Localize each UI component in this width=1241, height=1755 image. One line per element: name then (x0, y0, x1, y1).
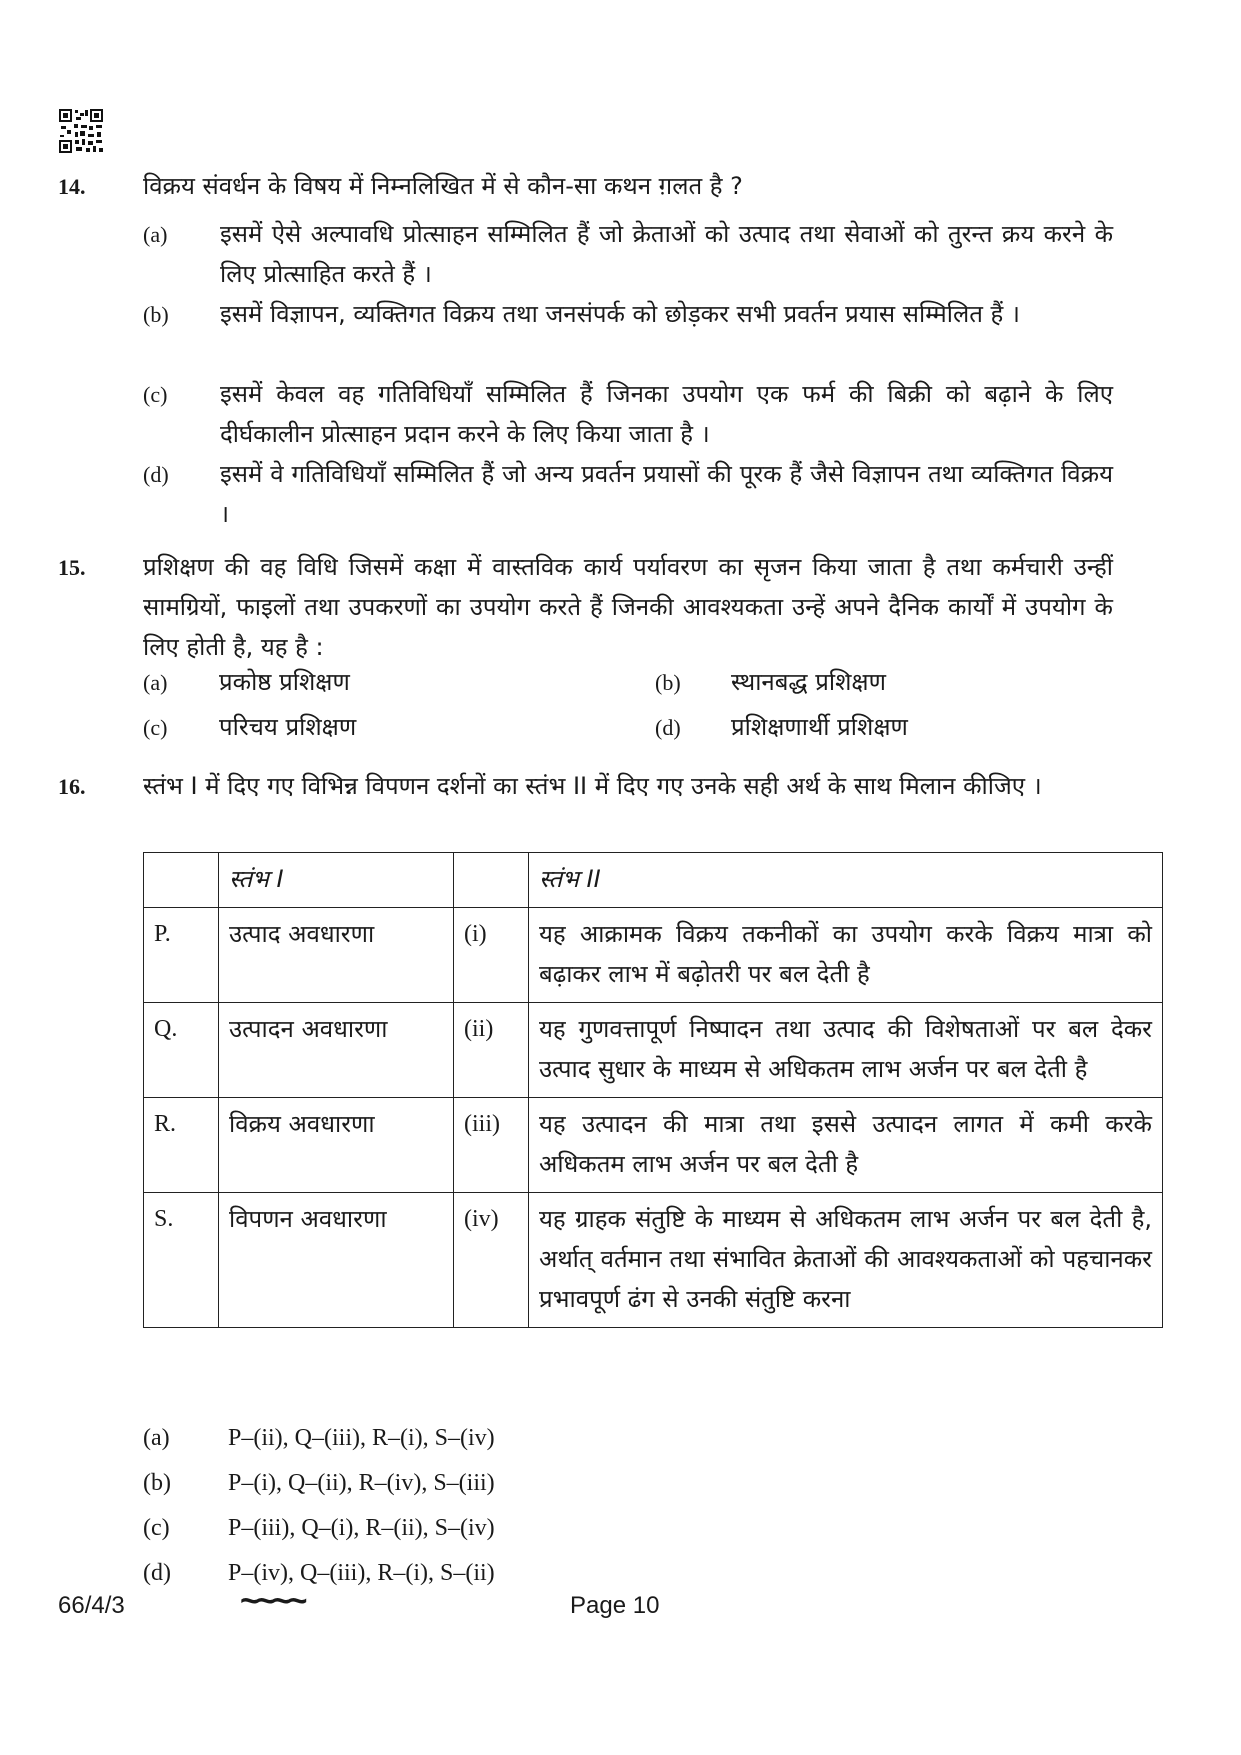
row-number: (iii) (454, 1098, 529, 1193)
question-15-number: 15. (58, 555, 86, 580)
q15-option-c-text: परिचय प्रशिक्षण (219, 713, 357, 741)
q15-option-b-text: स्थानबद्ध प्रशिक्षण (731, 668, 886, 696)
q16-answer-b (143, 1470, 495, 1497)
q15-option-c-label: (c) (143, 715, 168, 740)
q16-answer-a (143, 1425, 495, 1452)
q15-option-b-label: (b) (655, 670, 681, 695)
table-header-row (144, 853, 1163, 908)
qr-code (58, 108, 104, 154)
question-14-number: 14. (58, 174, 86, 199)
row-meaning: यह आक्रामक विक्रय तकनीकों का उपयोग करके विक्रय मात्रा को बढ़ाकर लाभ में बढ़ोतरी पर बल देती है (529, 908, 1163, 1003)
q16-answer-a-label: (a) (143, 1425, 170, 1451)
row-concept: उत्पादन अवधारणा (219, 1003, 454, 1098)
q15-option-a-label: (a) (143, 670, 168, 695)
q15-option-a (143, 662, 350, 703)
q15-option-a-text: प्रकोष्ठ प्रशिक्षण (219, 668, 350, 696)
q16-answer-b-label: (b) (143, 1470, 171, 1496)
q14-option-c-label: (c) (143, 382, 168, 407)
page-number: Page 10 (570, 1592, 660, 1619)
q14-option-a-text: इसमें ऐसे अल्पावधि प्रोत्साहन सम्मिलित हैं जो क्रेताओं को उत्पाद तथा सेवाओं को तुरन्त क्रय करने के लिए प्रोत्साहित करते हैं । (220, 220, 1113, 288)
row-number: (iv) (454, 1193, 529, 1328)
q16-answer-d (143, 1560, 495, 1587)
q15-option-c (143, 707, 356, 748)
table-row (144, 1193, 1163, 1328)
q16-answer-d-text: P–(iv), Q–(iii), R–(i), S–(ii) (228, 1560, 495, 1586)
q16-answer-b-text: P–(i), Q–(ii), R–(iv), S–(iii) (228, 1470, 495, 1496)
matching-table (143, 852, 1163, 1328)
question-15-text: प्रशिक्षण की वह विधि जिसमें कक्षा में वास्तविक कार्य पर्यावरण का सृजन किया जाता है तथा कर्मचारी उन्हीं सामग्रियों, फाइलों तथा उपकरणों का उपयोग करते हैं जिनकी आवश्यकता उन्हें अपने दैनिक कार्यों में उपयोग के लिए होती है, यह है : (143, 553, 1113, 661)
q14-option-b-text: इसमें विज्ञापन, व्यक्तिगत विक्रय तथा जनसंपर्क को छोड़कर सभी प्रवर्तन प्रयास सम्मिलित हैं । (220, 300, 1020, 328)
footer-ornament: ~~~~ (240, 1582, 304, 1620)
q16-answer-d-label: (d) (143, 1560, 171, 1586)
row-number: (i) (454, 908, 529, 1003)
q14-option-d-label: (d) (143, 462, 169, 487)
q15-option-d-text: प्रशिक्षणार्थी प्रशिक्षण (731, 713, 908, 741)
question-16-text: स्तंभ I में दिए गए विभिन्न विपणन दर्शनों का स्तंभ II में दिए गए उनके सही अर्थ के साथ मिलान कीजिए । (143, 772, 1042, 800)
row-number: (ii) (454, 1003, 529, 1098)
row-concept: उत्पाद अवधारणा (219, 908, 454, 1003)
q16-answer-a-text: P–(ii), Q–(iii), R–(i), S–(iv) (228, 1425, 495, 1451)
row-meaning: यह गुणवत्तापूर्ण निष्पादन तथा उत्पाद की विशेषताओं पर बल देकर उत्पाद सुधार के माध्यम से अधिकतम लाभ अर्जन पर बल देती है (529, 1003, 1163, 1098)
q15-option-d (655, 707, 908, 748)
row-concept: विपणन अवधारणा (219, 1193, 454, 1328)
q14-option-c-text: इसमें केवल वह गतिविधियाँ सम्मिलित हैं जिनका उपयोग एक फर्म की बिक्री को बढ़ाने के लिए दीर्घकालीन प्रोत्साहन प्रदान करने के लिए किया जाता है । (220, 380, 1113, 448)
q16-answer-c-label: (c) (143, 1515, 170, 1541)
row-meaning: यह ग्राहक संतुष्टि के माध्यम से अधिकतम लाभ अर्जन पर बल देती है, अर्थात् वर्तमान तथा संभावित क्रेताओं की आवश्यकताओं को पहचानकर प्रभावपूर्ण ढंग से उनकी संतुष्टि करना (529, 1193, 1163, 1328)
table-row (144, 1098, 1163, 1193)
question-14-text: विक्रय संवर्धन के विषय में निम्नलिखित में से कौन-सा कथन ग़लत है ? (143, 172, 743, 200)
row-key: P. (144, 908, 219, 1003)
question-16-number: 16. (58, 774, 86, 799)
table-row (144, 1003, 1163, 1098)
table-row (144, 908, 1163, 1003)
row-key: S. (144, 1193, 219, 1328)
column-1-heading: स्तंभ I (219, 853, 454, 908)
column-2-heading: स्तंभ II (529, 853, 1163, 908)
row-key: Q. (144, 1003, 219, 1098)
row-key: R. (144, 1098, 219, 1193)
q14-option-d-text: इसमें वे गतिविधियाँ सम्मिलित हैं जो अन्य प्रवर्तन प्रयासों की पूरक हैं जैसे विज्ञापन तथा व्यक्तिगत विक्रय । (220, 460, 1113, 528)
paper-code: 66/4/3 (58, 1592, 125, 1619)
q14-option-a-label: (a) (143, 222, 168, 247)
q16-answer-c-text: P–(iii), Q–(i), R–(ii), S–(iv) (228, 1515, 495, 1541)
q14-option-b-label: (b) (143, 302, 169, 327)
q16-answer-c (143, 1515, 495, 1542)
q15-option-b (655, 662, 886, 703)
q15-option-d-label: (d) (655, 715, 681, 740)
row-meaning: यह उत्पादन की मात्रा तथा इससे उत्पादन लागत में कमी करके अधिकतम लाभ अर्जन पर बल देती है (529, 1098, 1163, 1193)
row-concept: विक्रय अवधारणा (219, 1098, 454, 1193)
